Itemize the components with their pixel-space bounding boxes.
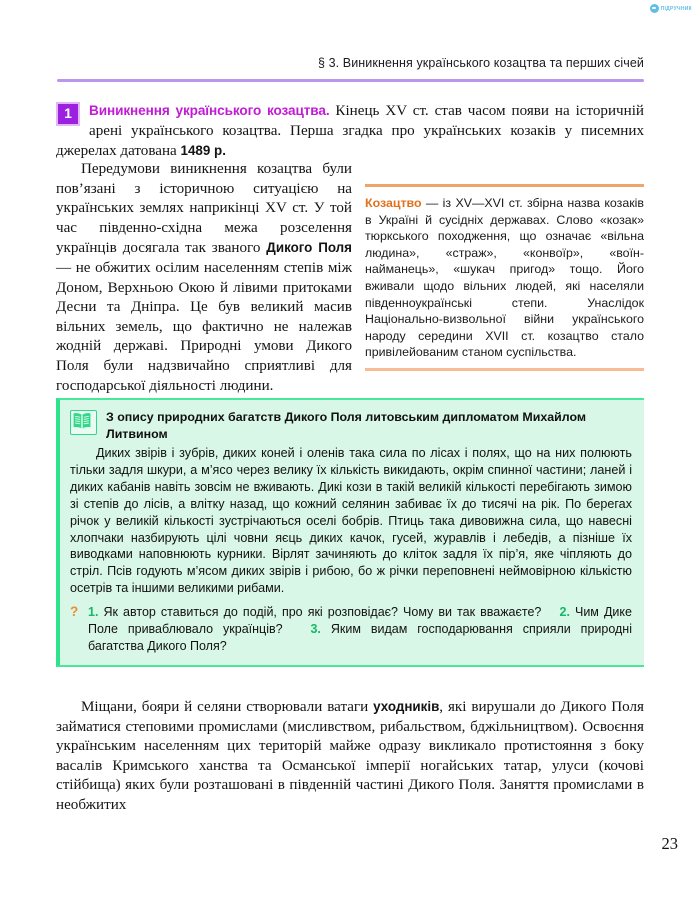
- circle-logo-icon: [650, 4, 659, 13]
- paragraph-2-tail: — не обжитих осілим населенням степів між Доном, Верхньою Окою й лівими притоками Десни та Дніпра. Це був великий масив вільних земель, що фактично не належав жодній державі. Природні умови Дикого Поля були надзвичайно сприятливі для господарської діяльності людини.: [56, 259, 352, 394]
- question-mark-icon: ?: [70, 604, 79, 620]
- open-book-icon: [70, 410, 97, 435]
- section-paragraph-1: [56, 101, 644, 162]
- wild-field-term: Дикого Поля: [266, 240, 352, 256]
- two-column-zone: [56, 160, 644, 394]
- question-number-3: 3.: [310, 621, 321, 636]
- term-definition-box: [365, 184, 644, 371]
- source-body-text: Диких звірів і зубрів, диких коней і оленів така сила по лісах і полях, що на них полюють тільки задля шкури, а м’ясо через велику їх кількість викидають, окрім спинної частини; ланей і диких кабанів навіть зовсім не вживають. Дикі кози в такій великій кількості перебігають зимою зі степів до лісів, а влітку назад, що кожний селянин забиває їх до тисячі на рік. По берегах річок у великій кількості зустрічаються оселі бобрів. Птиць така дивовижна сила, що навесні хлопчаки назбирують цілі човни яєць диких качок, гусей, журавлів і лебедів, а пізніше їх виводками наповнюють курники. Вірлят зачиняють до кліток задля їх пір’я, яке чіпляють до стріл. Псів годують м’ясом диких звірів і рибою, бо ж річки переповнені неймовірною кількістю осетрів та іншими великими рибами.: [70, 446, 632, 596]
- question-text-2: Чим Дике Поле приваблювало українців?: [88, 605, 632, 636]
- source-questions: [70, 604, 632, 654]
- running-head-rule: [57, 79, 644, 82]
- source-document-box: [56, 398, 644, 667]
- section-heading: Виникнення українського козацтва.: [89, 103, 330, 118]
- question-list: [88, 604, 632, 654]
- source-title: З опису природних багатств Дикого Поля литовським дипломатом Михайлом Литвином: [106, 410, 587, 441]
- term-headword: Козацтво: [365, 196, 422, 210]
- left-column-text: [56, 160, 352, 396]
- uhodnyky-term: уходників: [373, 699, 440, 714]
- term-definition-text: — із XV—XVI ст. збірна назва козаків в Україні й сусідніх державах. Слово «козак» тюркського походження, що означає «вільна людина», «страж», «конвоїр», «воїн-найманець», «шукач пригод» тощо. Його вживали щодо вільних людей, які населяли південноукраїнські степи. Унаслідок Національно-визвольної війни українського народу середини XVII ст. козацтво стало привілейованим станом суспільства.: [365, 196, 644, 360]
- first-mention-year: 1489 р.: [180, 143, 226, 159]
- section-paragraph-2: [56, 160, 352, 396]
- question-number-1: 1.: [88, 605, 99, 620]
- running-head: § 3. Виникнення українського козацтва та перших січей: [317, 56, 644, 70]
- closing-text-after: , які вирушали до Дикого Поля займатися степовими промислами (мисливством, рибальством, бджільництвом). Освоєння українським населенням цих територій майже одразу викликало протистояння з боку васалів Кримського ханства та Османської імперії ногайських татар, улуси (кочові стійбища) яких були розташовані в південній частині Дикого Поля. Заняття промислами в необжитих: [56, 699, 644, 813]
- term-definition-paragraph: [365, 195, 644, 361]
- watermark-label: ПІДРУЧНИК: [660, 5, 692, 12]
- publisher-watermark: [650, 4, 692, 13]
- page-number: 23: [661, 834, 678, 853]
- section-number-badge: 1: [56, 102, 80, 126]
- section-paragraph-1-text: Кінець XV ст. став часом появи на історичній арені українського козацтва. Перша згадка про українських козаків у писемних джерелах датована: [56, 103, 644, 160]
- closing-text-before: Міщани, бояри й селяни створювали ватаги: [81, 699, 374, 715]
- closing-paragraph-block: [56, 697, 644, 816]
- question-number-2: 2.: [559, 605, 570, 620]
- source-header: [70, 409, 632, 442]
- question-text-3: Яким видам господарювання сприяли природні багатства Дикого Поля?: [88, 621, 632, 653]
- paragraph-2-head: Передумови виникнення козацтва були пов’язані з історичною ситуацією на українських землях наприкінці XV ст. У той час південно-східна межа розселення українців досягала так званого: [56, 161, 352, 257]
- closing-paragraph: [56, 697, 644, 816]
- section-1-opening: [56, 101, 644, 162]
- question-text-1: Як автор ставиться до подій, про які розповідає? Чому ви так вважаєте?: [98, 605, 542, 620]
